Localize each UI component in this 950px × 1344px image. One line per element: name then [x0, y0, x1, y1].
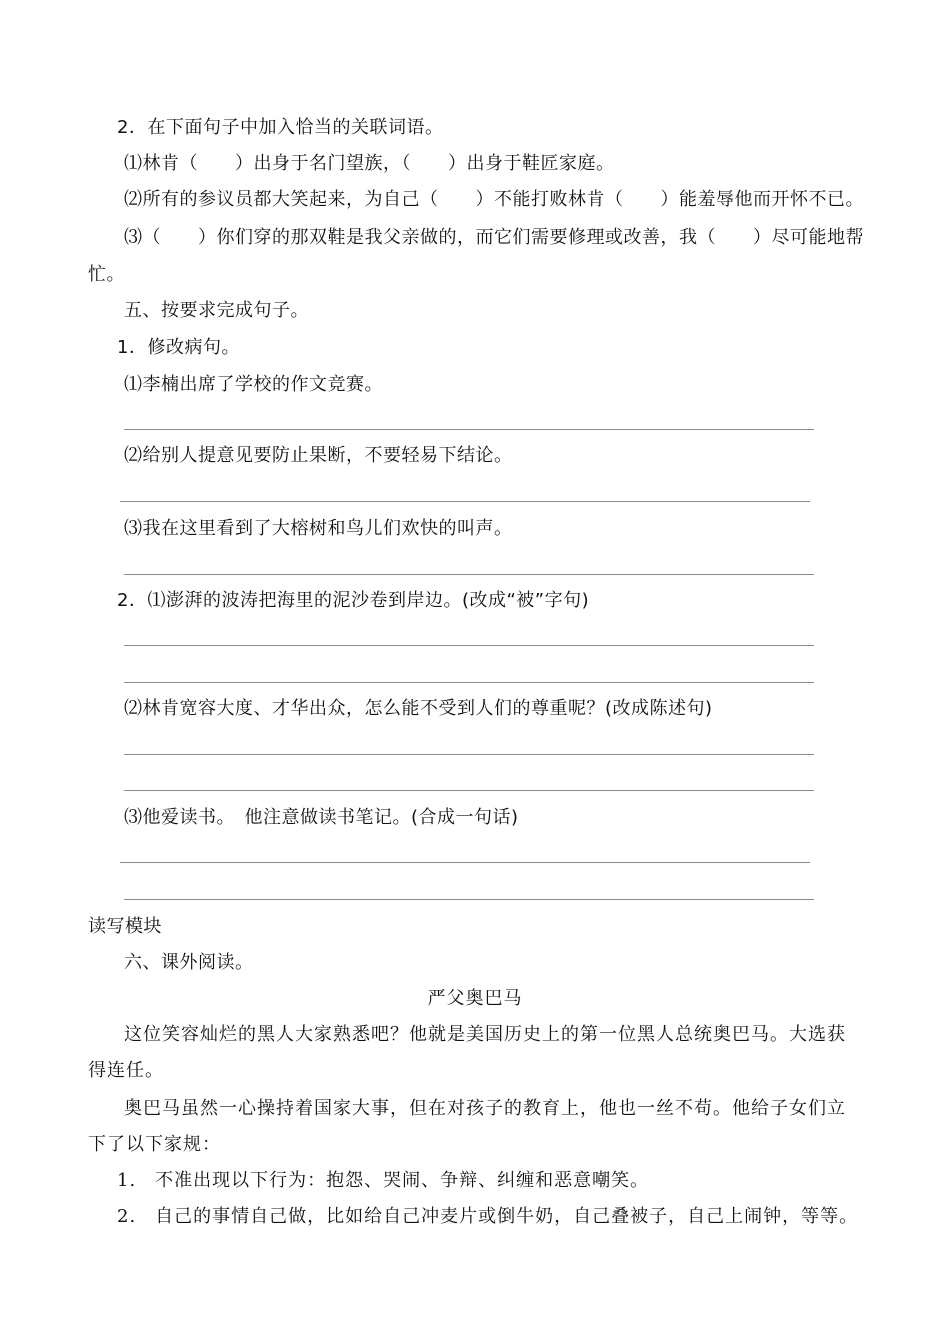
answer-line[interactable]: [124, 429, 814, 430]
s1-heading: 1．修改病句。: [117, 337, 240, 358]
s2-item-1: 2．⑴澎湃的波涛把海里的泥沙卷到岸边。(改成“被”字句): [117, 590, 590, 611]
answer-line[interactable]: [120, 501, 810, 502]
answer-line[interactable]: [124, 682, 814, 683]
s2-item-2: ⑵林肯宽容大度、才华出众，怎么能不受到人们的尊重呢？(改成陈述句): [124, 698, 713, 719]
answer-line[interactable]: [120, 862, 810, 863]
paragraph-1-line-2: 得连任。: [88, 1060, 164, 1081]
rule-item-1: 1. 不准出现以下行为：抱怨、哭闹、争辩、纠缠和恶意嘲笑。: [117, 1170, 650, 1191]
paragraph-2-line-2: 下了以下家规：: [88, 1134, 221, 1155]
answer-line[interactable]: [124, 754, 814, 755]
q2-item-1: ⑴林肯（ ）出身于名门望族，（ ）出身于鞋匠家庭。: [124, 153, 615, 174]
article-title: 严父奥巴马: [427, 988, 523, 1009]
q2-item-3-line-1: ⑶（ ）你们穿的那双鞋是我父亲做的，而它们需要修理或改善，我（ ）尽可能地帮: [124, 227, 864, 248]
q2-heading: 2．在下面句子中加入恰当的关联词语。: [117, 117, 444, 138]
paragraph-1-line-1: 这位笑容灿烂的黑人大家熟悉吧？他就是美国历史上的第一位黑人总统奥巴马。大选获: [124, 1024, 846, 1045]
q2-item-3-line-2: 忙。: [88, 264, 125, 285]
paragraph-2-line-1: 奥巴马虽然一心操持着国家大事，但在对孩子的教育上，他也一丝不苟。他给子女们立: [124, 1098, 846, 1119]
answer-line[interactable]: [124, 899, 814, 900]
s1-item-1: ⑴李楠出席了学校的作文竞赛。: [124, 374, 383, 395]
s1-item-3: ⑶我在这里看到了大榕树和鸟儿们欢快的叫声。: [124, 518, 513, 539]
q2-item-2: ⑵所有的参议员都大笑起来，为自己（ ）不能打败林肯（ ）能羞辱他而开怀不已。: [124, 189, 864, 210]
section-6-heading: 六、课外阅读。: [124, 952, 254, 973]
section-5-heading: 五、按要求完成句子。: [124, 300, 309, 321]
s1-item-2: ⑵给别人提意见要防止果断，不要轻易下结论。: [124, 445, 513, 466]
module-heading: 读写模块: [88, 916, 162, 937]
answer-line[interactable]: [124, 574, 814, 575]
rule-item-2: 2. 自己的事情自己做，比如给自己冲麦片或倒牛奶，自己叠被子，自己上闹钟，等等。: [117, 1206, 859, 1227]
answer-line[interactable]: [124, 645, 814, 646]
answer-line[interactable]: [124, 790, 814, 791]
s2-item-3: ⑶他爱读书。 他注意做读书笔记。(合成一句话): [124, 807, 519, 828]
